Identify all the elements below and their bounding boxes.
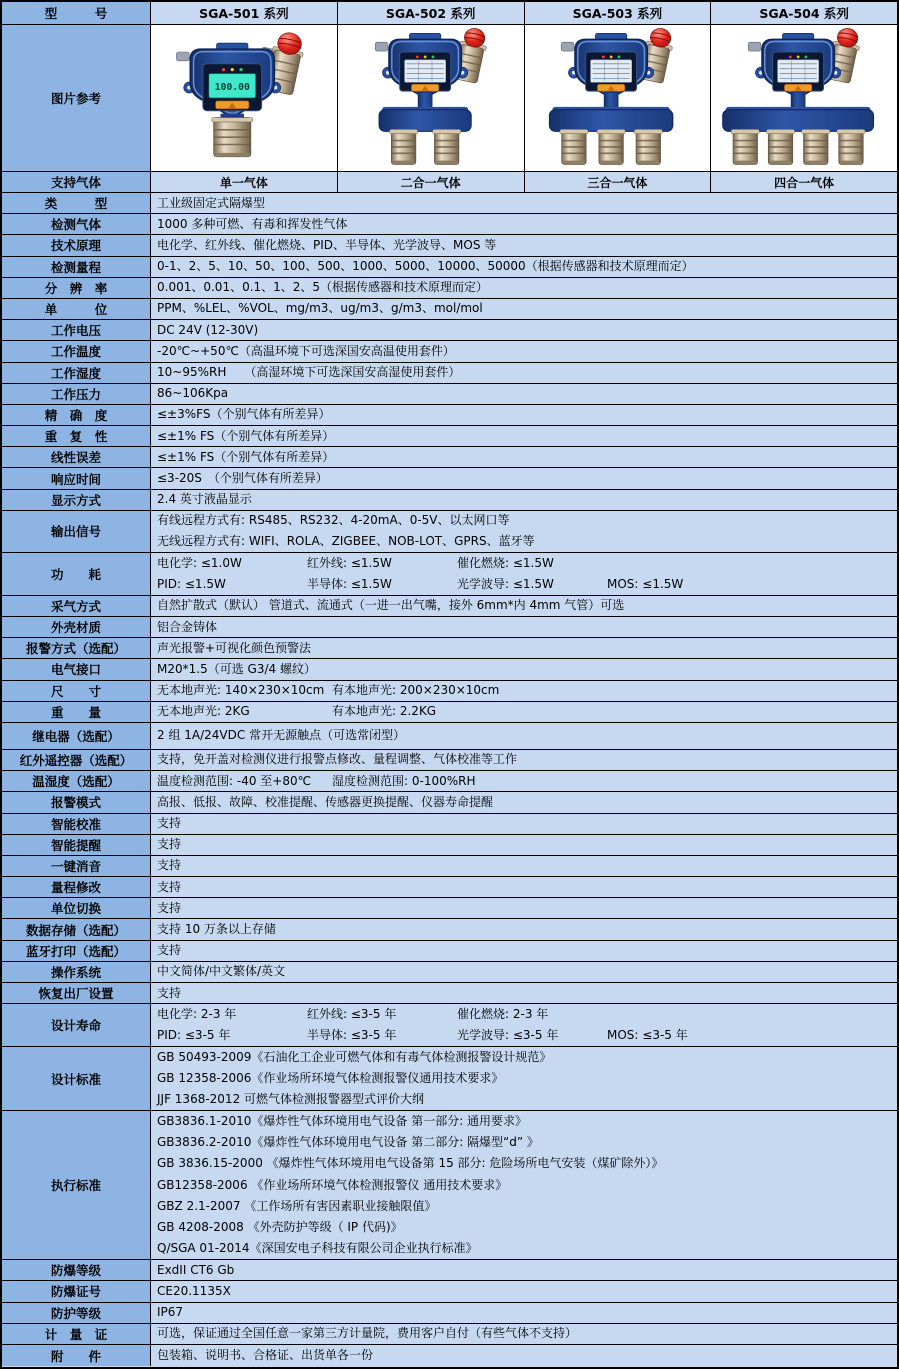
device-illustration-2-sensor xyxy=(339,27,523,170)
spec-label-21: 尺 寸 xyxy=(2,681,151,701)
spec-line: 声光报警+可视化颜色预警法 xyxy=(157,640,312,655)
spec-segment: 电化学: ≤1.0W xyxy=(157,555,242,570)
spec-value-27 xyxy=(151,814,897,834)
spec-label-15: 输出信号 xyxy=(2,511,151,552)
spec-row-10 xyxy=(2,405,897,426)
spec-row-34 xyxy=(2,962,897,983)
spec-label-23: 继电器（选配） xyxy=(2,723,151,749)
spec-label-1: 检测气体 xyxy=(2,214,151,234)
spec-line: JJF 1368-2012 可燃气体检测报警器型式评价大纲 xyxy=(157,1092,425,1107)
spec-line: 支持，免开盖对检测仪进行报警点修改、量程调整、气体校准等工作 xyxy=(157,752,518,767)
spec-label-4: 分 辨 率 xyxy=(2,278,151,298)
device-illustration-4-sensor xyxy=(712,27,896,170)
spec-label-39: 防爆等级 xyxy=(2,1260,151,1280)
spec-line: 86~106Kpa xyxy=(157,386,229,401)
spec-row-43 xyxy=(2,1345,897,1366)
spec-row-36 xyxy=(2,1004,897,1047)
spec-value-13 xyxy=(151,468,897,488)
spec-line: 0-1、2、5、10、50、100、500、1000、5000、10000、50000（根据传感器和技术原理而定） xyxy=(157,259,694,274)
spec-value-38 xyxy=(151,1111,897,1259)
spec-line: GB 4208-2008 《外壳防护等级（ IP 代码)》 xyxy=(157,1220,403,1234)
spec-value-17 xyxy=(151,596,897,616)
spec-value-39 xyxy=(151,1260,897,1280)
spec-line: GB3836.1-2010《爆炸性气体环境用电气设备 第一部分: 通用要求》 xyxy=(157,1113,528,1128)
spec-row-27 xyxy=(2,814,897,835)
spec-value-23 xyxy=(151,723,897,749)
spec-segment: 光学波导: ≤1.5W xyxy=(457,576,554,591)
spec-value-32 xyxy=(151,919,897,939)
spec-value-7 xyxy=(151,341,897,361)
spec-row-42 xyxy=(2,1324,897,1345)
spec-line: 2 组 1A/24VDC 常开无源触点（可选常闭型） xyxy=(157,728,406,743)
spec-line: ≤±1% FS（个别气体有所差异） xyxy=(157,428,335,443)
spec-line: GB 3836.15-2000 《爆炸性气体环境用电气设备第 15 部分: 危险场所电气安装（煤矿除外）》 xyxy=(157,1156,664,1171)
spec-value-15 xyxy=(151,511,897,552)
spec-row-15 xyxy=(2,511,897,553)
gas-type-3: 三合一气体 xyxy=(525,172,712,192)
spec-label-7: 工作温度 xyxy=(2,341,151,361)
spec-label-37: 设计标准 xyxy=(2,1047,151,1110)
spec-line: 工业级固定式隔爆型 xyxy=(157,195,266,210)
spec-label-14: 显示方式 xyxy=(2,490,151,510)
spec-row-3 xyxy=(2,257,897,278)
spec-segment: PID: ≤1.5W xyxy=(157,576,226,591)
supported-gas-row xyxy=(2,172,897,193)
product-image-row xyxy=(2,25,897,172)
spec-line: 支持 10 万条以上存储 xyxy=(157,921,276,936)
spec-row-38 xyxy=(2,1111,897,1260)
model-header-3: SGA-503 系列 xyxy=(525,2,712,24)
spec-label-5: 单 位 xyxy=(2,299,151,319)
spec-row-18 xyxy=(2,617,897,638)
spec-label-40: 防爆证号 xyxy=(2,1281,151,1301)
spec-label-33: 蓝牙打印（选配） xyxy=(2,941,151,961)
spec-line: 有线远程方式有: RS485、RS232、4-20mA、0-5V、以太网口等 xyxy=(157,513,510,528)
spec-row-39 xyxy=(2,1260,897,1281)
spec-segment: 光学波导: ≤3-5 年 xyxy=(457,1028,559,1043)
spec-value-14 xyxy=(151,490,897,510)
spec-line: 电化学、红外线、催化燃烧、PID、半导体、光学波导、MOS 等 xyxy=(157,237,497,252)
spec-segment: 有本地声光: 2.2KG xyxy=(332,704,437,719)
spec-value-18 xyxy=(151,617,897,637)
spec-row-23 xyxy=(2,723,897,750)
spec-line: 无线远程方式有: WIFI、ROLA、ZIGBEE、NOB-LOT、GPRS、蓝牙等 xyxy=(157,534,535,549)
spec-value-3 xyxy=(151,257,897,277)
gas-row-label: 支持气体 xyxy=(2,172,151,192)
spec-value-35 xyxy=(151,983,897,1003)
spec-line: ≤3-20S （个别气体有所差异） xyxy=(157,470,328,485)
spec-line: M20*1.5（可选 G3/4 螺纹） xyxy=(157,661,316,676)
spec-segment: MOS: ≤3-5 年 xyxy=(607,1028,688,1043)
spec-segment: 红外线: ≤3-5 年 xyxy=(307,1006,397,1021)
device-image-SGA-502 xyxy=(338,25,525,171)
spec-line: -20℃~+50℃（高温环境下可选深国安高温使用套件） xyxy=(157,343,455,358)
spec-value-36 xyxy=(151,1004,897,1046)
spec-value-43 xyxy=(151,1345,897,1366)
spec-value-37 xyxy=(151,1047,897,1110)
spec-label-31: 单位切换 xyxy=(2,898,151,918)
spec-label-20: 电气接口 xyxy=(2,659,151,679)
spec-line: ≤±3%FS（个别气体有所差异） xyxy=(157,407,331,422)
spec-value-9 xyxy=(151,384,897,404)
spec-value-30 xyxy=(151,877,897,897)
device-illustration-1-sensor xyxy=(152,27,336,170)
spec-row-30 xyxy=(2,877,897,898)
spec-line: 可选，保证通过全国任意一家第三方计量院，费用客户自付（有些气体不支持） xyxy=(157,1326,578,1341)
spec-row-0 xyxy=(2,193,897,214)
spec-segment: 有本地声光: 200×230×10cm xyxy=(332,683,500,698)
spec-segment: 红外线: ≤1.5W xyxy=(307,555,392,570)
spec-row-19 xyxy=(2,638,897,659)
spec-row-22 xyxy=(2,702,897,723)
spec-line: PPM、%LEL、%VOL、mg/m3、ug/m3、g/m3、mol/mol xyxy=(157,301,483,316)
spec-label-29: 一键消音 xyxy=(2,856,151,876)
spec-label-26: 报警模式 xyxy=(2,792,151,812)
spec-value-21 xyxy=(151,681,897,701)
spec-line xyxy=(157,574,897,595)
spec-label-22: 重 量 xyxy=(2,702,151,722)
model-header-2: SGA-502 系列 xyxy=(338,2,525,24)
spec-row-33 xyxy=(2,941,897,962)
device-image-SGA-501 xyxy=(151,25,338,171)
spec-label-9: 工作压力 xyxy=(2,384,151,404)
model-header-row xyxy=(2,2,897,25)
spec-label-27: 智能校准 xyxy=(2,814,151,834)
device-image-SGA-503 xyxy=(525,25,712,171)
spec-row-21 xyxy=(2,681,897,702)
spec-label-11: 重 复 性 xyxy=(2,426,151,446)
spec-label-42: 计 量 证 xyxy=(2,1324,151,1344)
spec-line xyxy=(157,553,897,574)
spec-label-30: 量程修改 xyxy=(2,877,151,897)
spec-value-41 xyxy=(151,1303,897,1323)
spec-label-12: 线性误差 xyxy=(2,447,151,467)
spec-value-25 xyxy=(151,771,897,791)
spec-value-29 xyxy=(151,856,897,876)
spec-segment: 半导体: ≤3-5 年 xyxy=(307,1028,397,1043)
spec-row-6 xyxy=(2,320,897,341)
spec-label-0: 类 型 xyxy=(2,193,151,213)
spec-label-34: 操作系统 xyxy=(2,962,151,982)
spec-line: 支持 xyxy=(157,900,182,915)
spec-line: 支持 xyxy=(157,858,182,873)
spec-value-34 xyxy=(151,962,897,982)
spec-label-8: 工作湿度 xyxy=(2,363,151,383)
spec-value-1 xyxy=(151,214,897,234)
spec-segment: PID: ≤3-5 年 xyxy=(157,1028,231,1043)
gas-type-2: 二合一气体 xyxy=(338,172,525,192)
spec-line: ExdII CT6 Gb xyxy=(157,1262,235,1277)
spec-row-17 xyxy=(2,596,897,617)
spec-value-28 xyxy=(151,835,897,855)
spec-label-6: 工作电压 xyxy=(2,320,151,340)
spec-line: 支持 xyxy=(157,943,182,958)
spec-row-25 xyxy=(2,771,897,792)
spec-line: DC 24V (12-30V) xyxy=(157,322,259,337)
spec-row-28 xyxy=(2,835,897,856)
spec-segment: 温度检测范围: -40 至+80℃ xyxy=(157,773,312,788)
spec-segment: 湿度检测范围: 0-100%RH xyxy=(332,773,476,788)
spec-row-20 xyxy=(2,659,897,680)
spec-row-40 xyxy=(2,1281,897,1302)
spec-label-18: 外壳材质 xyxy=(2,617,151,637)
spec-label-10: 精 确 度 xyxy=(2,405,151,425)
spec-row-11 xyxy=(2,426,897,447)
spec-line xyxy=(157,702,897,722)
svg-text:100.00: 100.00 xyxy=(214,81,250,93)
spec-line: 包装箱、说明书、合格证、出货单各一份 xyxy=(157,1347,374,1362)
spec-segment: 催化燃烧: 2-3 年 xyxy=(457,1006,549,1021)
spec-row-26 xyxy=(2,792,897,813)
spec-value-26 xyxy=(151,792,897,812)
spec-label-24: 红外遥控器（选配） xyxy=(2,750,151,770)
spec-value-4 xyxy=(151,278,897,298)
spec-line: GB12358-2006 《作业场所环境气体检测报警仪 通用技术要求》 xyxy=(157,1177,508,1192)
spec-line: 支持 xyxy=(157,816,182,830)
spec-label-2: 技术原理 xyxy=(2,235,151,255)
spec-rows xyxy=(2,193,897,1367)
spec-segment: 无本地声光: 2KG xyxy=(157,704,250,719)
spec-line: 支持 xyxy=(157,879,182,894)
spec-line: Q/SGA 01-2014《深国安电子科技有限公司企业执行标准》 xyxy=(157,1241,478,1256)
spec-value-33 xyxy=(151,941,897,961)
model-header-1: SGA-501 系列 xyxy=(151,2,338,24)
spec-label-25: 温湿度（选配） xyxy=(2,771,151,791)
spec-segment: 催化燃烧: ≤1.5W xyxy=(457,555,554,570)
spec-row-1 xyxy=(2,214,897,235)
spec-row-8 xyxy=(2,363,897,384)
spec-value-0 xyxy=(151,193,897,213)
device-image-SGA-504 xyxy=(711,25,897,171)
spec-label-41: 防护等级 xyxy=(2,1303,151,1323)
spec-line: GB 12358-2006《作业场所环境气体检测报警仪通用技术要求》 xyxy=(157,1071,504,1086)
spec-value-24 xyxy=(151,750,897,770)
spec-value-19 xyxy=(151,638,897,658)
model-header-4: SGA-504 系列 xyxy=(759,6,849,21)
spec-value-16 xyxy=(151,553,897,595)
spec-label-17: 采气方式 xyxy=(2,596,151,616)
spec-value-40 xyxy=(151,1281,897,1301)
gas-type-4: 四合一气体 xyxy=(774,175,835,190)
image-row-label: 图片参考 xyxy=(2,25,151,171)
spec-row-32 xyxy=(2,919,897,940)
spec-value-8 xyxy=(151,363,897,383)
spec-line: IP67 xyxy=(157,1305,184,1320)
spec-label-36: 设计寿命 xyxy=(2,1004,151,1046)
spec-line: 自然扩散式（默认） 管道式、流通式（一进一出气嘴，接外 6mm*内 4mm 气管）可选 xyxy=(157,598,625,613)
spec-label-16: 功 耗 xyxy=(2,553,151,595)
spec-line: 铝合金铸体 xyxy=(157,619,218,634)
spec-segment: 电化学: 2-3 年 xyxy=(157,1006,237,1021)
spec-row-2 xyxy=(2,235,897,256)
spec-line: 0.001、0.01、0.1、1、2、5（根据传感器和技术原理而定） xyxy=(157,280,489,295)
spec-label-28: 智能提醒 xyxy=(2,835,151,855)
spec-value-12 xyxy=(151,447,897,467)
spec-value-11 xyxy=(151,426,897,446)
spec-row-16 xyxy=(2,553,897,596)
spec-line: CE20.1135X xyxy=(157,1283,231,1298)
device-illustration-3-sensor xyxy=(525,27,709,170)
spec-value-5 xyxy=(151,299,897,319)
spec-value-31 xyxy=(151,898,897,918)
spec-label-19: 报警方式（选配） xyxy=(2,638,151,658)
spec-value-2 xyxy=(151,235,897,255)
spec-line: GB 50493-2009《石油化工企业可燃气体和有毒气体检测报警设计规范》 xyxy=(157,1049,552,1064)
spec-row-31 xyxy=(2,898,897,919)
gas-type-1: 单一气体 xyxy=(151,172,338,192)
spec-row-29 xyxy=(2,856,897,877)
model-header-label: 型 号 xyxy=(2,2,151,24)
spec-line: 高报、低报、故障、校准提醒、传感器更换提醒、仪器寿命提醒 xyxy=(157,794,494,809)
spec-row-7 xyxy=(2,341,897,362)
spec-label-35: 恢复出厂设置 xyxy=(2,983,151,1003)
spec-label-38: 执行标准 xyxy=(2,1111,151,1259)
spec-line: ≤±1% FS（个别气体有所差异） xyxy=(157,449,335,464)
spec-line: 支持 xyxy=(157,985,182,1000)
spec-line: 支持 xyxy=(157,837,182,852)
spec-line xyxy=(157,681,897,701)
spec-label-13: 响应时间 xyxy=(2,468,151,488)
spec-row-12 xyxy=(2,447,897,468)
spec-line xyxy=(157,771,897,791)
spec-value-42 xyxy=(151,1324,897,1344)
spec-line: GBZ 2.1-2007 《工作场所有害因素职业接触限值》 xyxy=(157,1198,437,1213)
spec-label-43: 附 件 xyxy=(2,1345,151,1366)
spec-row-9 xyxy=(2,384,897,405)
spec-line: 1000 多种可燃、有毒和挥发性气体 xyxy=(157,216,348,231)
spec-row-41 xyxy=(2,1303,897,1324)
spec-label-3: 检测量程 xyxy=(2,257,151,277)
spec-line: GB3836.2-2010《爆炸性气体环境用电气设备 第二部分: 隔爆型“d” 》 xyxy=(157,1135,539,1150)
spec-line xyxy=(157,1004,897,1025)
spec-label-32: 数据存储（选配） xyxy=(2,919,151,939)
spec-segment: MOS: ≤1.5W xyxy=(607,576,684,591)
spec-value-22 xyxy=(151,702,897,722)
spec-row-13 xyxy=(2,468,897,489)
spec-row-4 xyxy=(2,278,897,299)
spec-row-37 xyxy=(2,1047,897,1111)
spec-row-5 xyxy=(2,299,897,320)
spec-line xyxy=(157,1025,897,1046)
spec-line: 中文简体/中文繁体/英文 xyxy=(157,964,286,979)
spec-row-24 xyxy=(2,750,897,771)
spec-segment: 无本地声光: 140×230×10cm xyxy=(157,683,325,698)
spec-row-35 xyxy=(2,983,897,1004)
spec-segment: 半导体: ≤1.5W xyxy=(307,576,392,591)
spec-line: 10~95%RH （高湿环境下可选深国安高湿使用套件） xyxy=(157,365,461,379)
spec-value-10 xyxy=(151,405,897,425)
spec-value-20 xyxy=(151,659,897,679)
spec-line: 2.4 英寸液晶显示 xyxy=(157,492,252,507)
spec-value-6 xyxy=(151,320,897,340)
spec-row-14 xyxy=(2,490,897,511)
